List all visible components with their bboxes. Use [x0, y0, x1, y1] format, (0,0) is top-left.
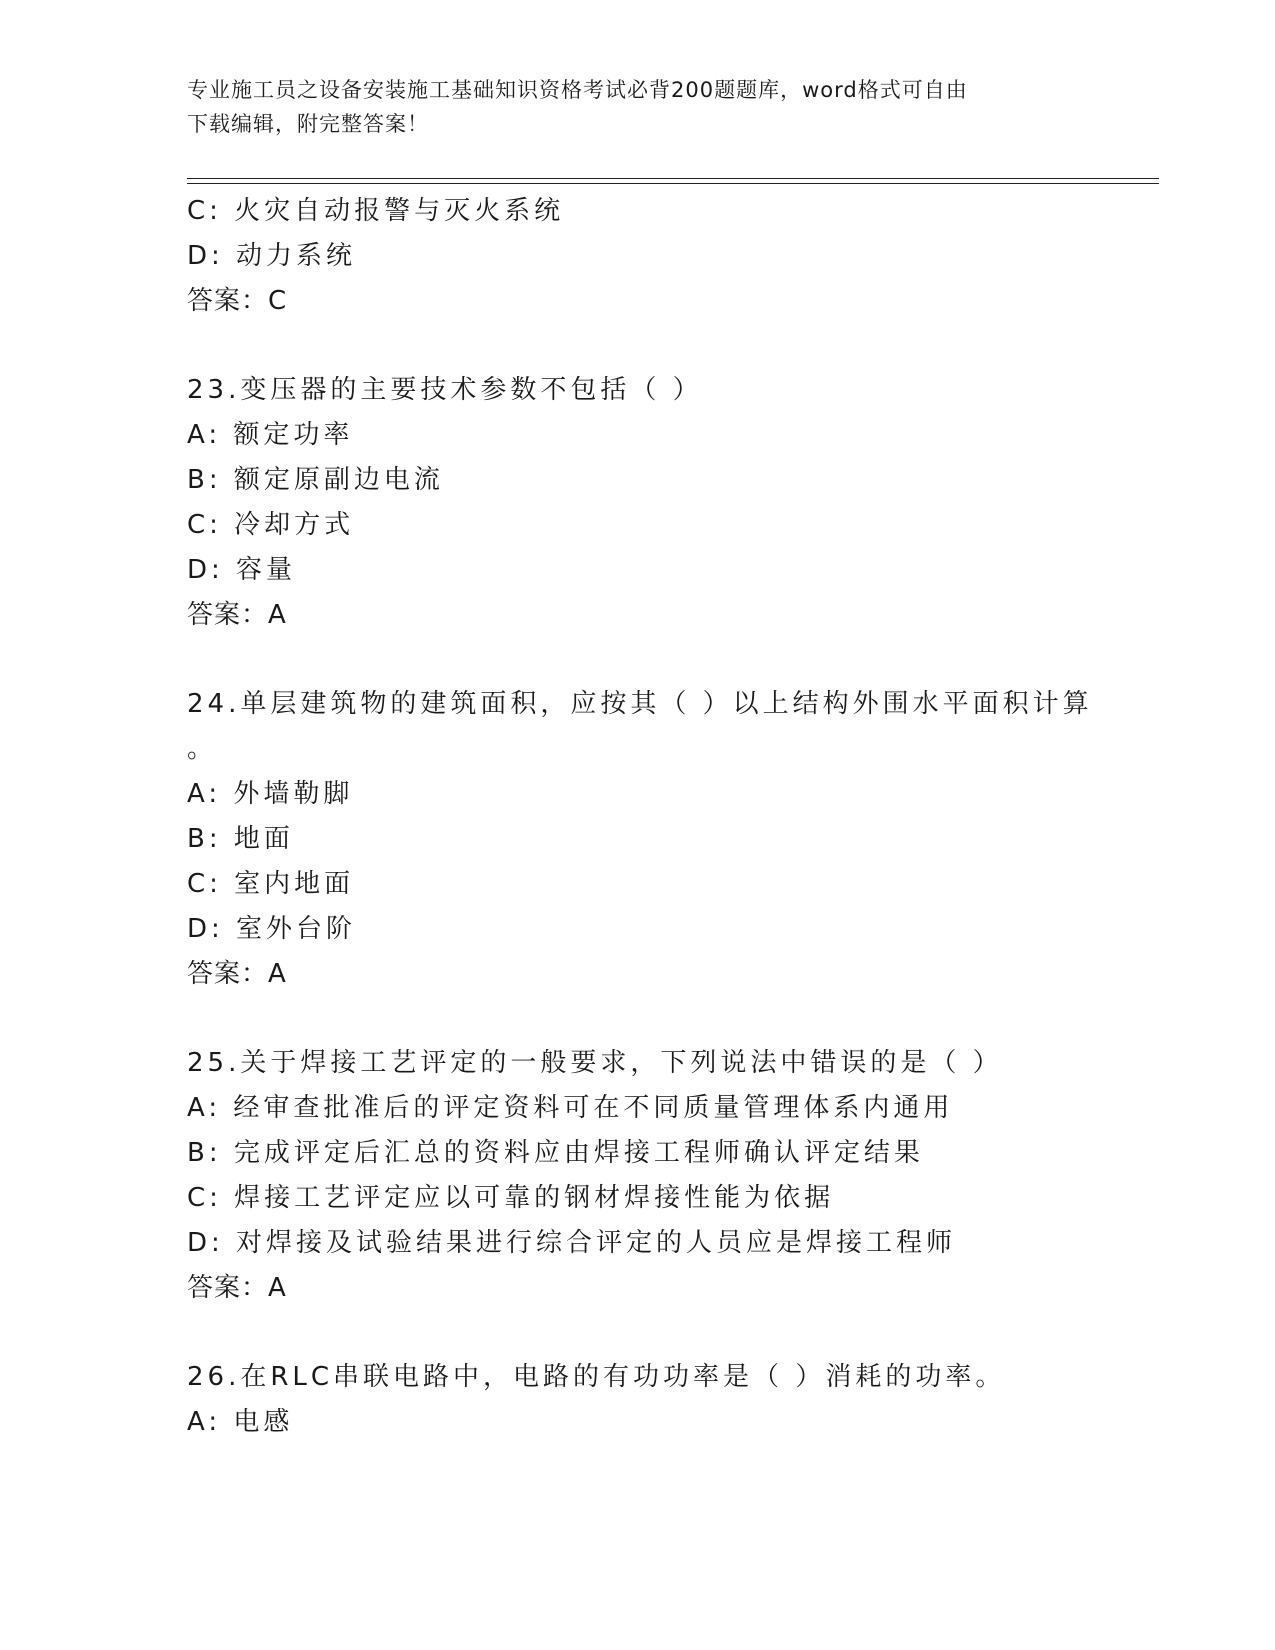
option-line: C: 火灾自动报警与灭火系统	[187, 196, 565, 226]
option-line: D: 动力系统	[187, 241, 357, 271]
answer-line: 答案：A	[187, 1273, 287, 1303]
option-line: B: 完成评定后汇总的资料应由焊接工程师确认评定结果	[187, 1138, 924, 1168]
option-line: C: 冷却方式	[187, 510, 355, 540]
option-line: A: 外墙勒脚	[187, 779, 354, 809]
option-line: B: 额定原副边电流	[187, 465, 444, 495]
option-line: A: 额定功率	[187, 420, 354, 450]
question-line-continued: 。	[187, 734, 218, 764]
question-line: 26.在RLC串联电路中，电路的有功功率是（ ）消耗的功率。	[187, 1362, 1006, 1392]
question-line: 23.变压器的主要技术参数不包括（ ）	[187, 375, 703, 405]
question-line: 25.关于焊接工艺评定的一般要求，下列说法中错误的是（ ）	[187, 1048, 1003, 1078]
option-line: A: 电感	[187, 1407, 294, 1437]
answer-line: 答案：A	[187, 959, 287, 989]
option-line: D: 对焊接及试验结果进行综合评定的人员应是焊接工程师	[187, 1228, 957, 1258]
document-header: 专业施工员之设备安装施工基础知识资格考试必背200题题库，word格式可自由 下载编辑，附完整答案！	[187, 78, 968, 136]
header-divider-top	[187, 178, 1159, 179]
option-line: D: 室外台阶	[187, 914, 357, 944]
answer-line: 答案：A	[187, 600, 287, 630]
option-line: D: 容量	[187, 555, 297, 585]
option-line: C: 焊接工艺评定应以可靠的钢材焊接性能为依据	[187, 1183, 835, 1213]
question-line: 24.单层建筑物的建筑面积，应按其（ ）以上结构外围水平面积计算	[187, 689, 1093, 719]
option-line: C: 室内地面	[187, 869, 355, 899]
header-divider-bottom	[187, 183, 1159, 184]
option-line: B: 地面	[187, 824, 294, 854]
answer-line: 答案：C	[187, 286, 288, 316]
option-line: A: 经审查批准后的评定资料可在不同质量管理体系内通用	[187, 1093, 954, 1123]
